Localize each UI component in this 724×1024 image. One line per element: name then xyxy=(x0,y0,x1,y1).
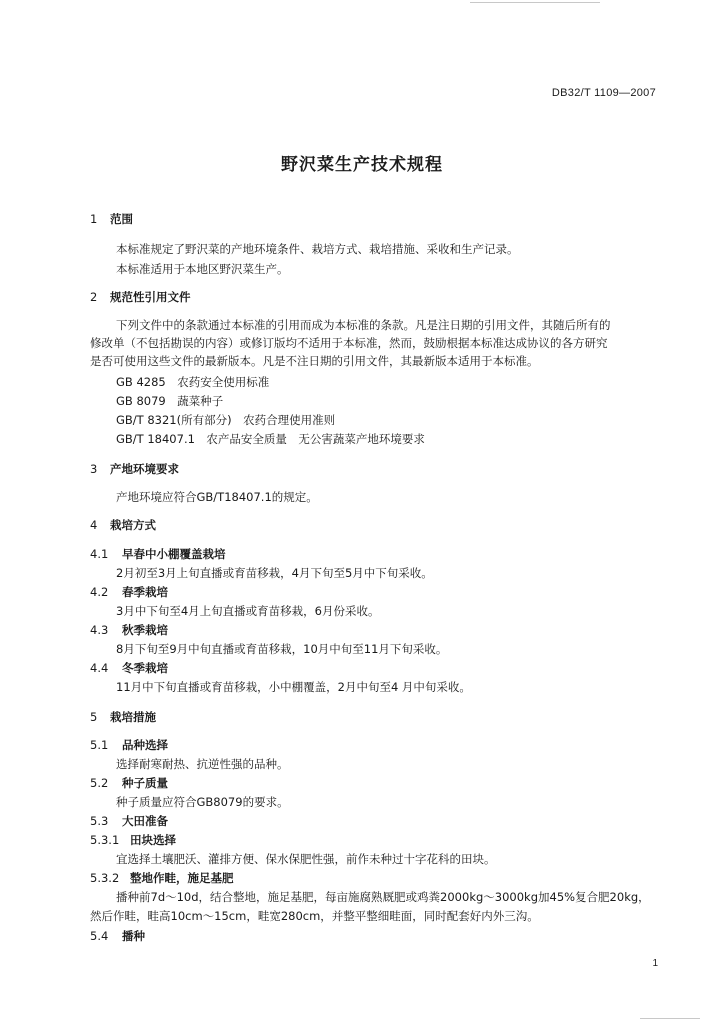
subsection-number: 4.2 xyxy=(90,585,109,599)
document-title: 野沢菜生产技术规程 xyxy=(281,155,443,175)
subsection-5-2-heading xyxy=(90,776,168,790)
section-3-paragraph: 产地环境应符合GB/T18407.1的规定。 xyxy=(116,490,318,504)
subsection-5-2-text: 种子质量应符合GB8079的要求。 xyxy=(116,795,289,809)
section-number: 3 xyxy=(90,462,98,476)
subsection-title: 播种 xyxy=(122,929,145,943)
section-number: 5 xyxy=(90,710,98,724)
subsection-4-4-text: 11月中下旬直播或育苗移栽，小中棚覆盖，2月中旬至4 月中旬采收。 xyxy=(116,680,471,694)
subsection-5-3-2-heading xyxy=(90,871,234,885)
section-title: 范围 xyxy=(110,212,133,226)
section-title: 栽培措施 xyxy=(110,710,156,724)
section-title: 栽培方式 xyxy=(110,518,156,532)
reference-item: GB 8079 蔬菜种子 xyxy=(116,394,224,408)
subsection-5-3-2-text-line-2: 然后作畦，畦高10cm～15cm，畦宽280cm，并整平整细畦面，同时配套好内外三沟。 xyxy=(90,909,539,923)
scan-artifact-top xyxy=(470,2,600,3)
section-2-paragraph-line-1: 下列文件中的条款通过本标准的引用而成为本标准的条款。凡是注日期的引用文件，其随后所有的 xyxy=(116,318,611,332)
section-3-heading xyxy=(90,462,179,476)
section-1-paragraph-2: 本标准适用于本地区野沢菜生产。 xyxy=(116,262,289,276)
section-4-heading xyxy=(90,518,156,532)
subsection-5-1-text: 选择耐寒耐热、抗逆性强的品种。 xyxy=(116,757,289,771)
subsection-5-3-heading xyxy=(90,814,168,828)
section-title: 产地环境要求 xyxy=(110,462,179,476)
subsection-title: 春季栽培 xyxy=(122,585,168,599)
subsection-title: 冬季栽培 xyxy=(122,661,168,675)
subsection-number: 5.3 xyxy=(90,814,109,828)
subsection-title: 早春中小棚覆盖栽培 xyxy=(122,547,226,561)
section-2-heading xyxy=(90,290,191,304)
subsection-4-2-heading xyxy=(90,585,168,599)
subsection-number: 5.4 xyxy=(90,929,109,943)
subsection-title: 种子质量 xyxy=(122,776,168,790)
subsection-number: 5.3.2 xyxy=(90,871,120,885)
subsection-title: 品种选择 xyxy=(122,738,168,752)
subsection-number: 5.2 xyxy=(90,776,109,790)
subsection-number: 5.1 xyxy=(90,738,109,752)
section-1-heading xyxy=(90,212,133,226)
reference-item: GB 4285 农药安全使用标准 xyxy=(116,375,270,389)
subsection-5-3-1-text: 宜选择土壤肥沃、灌排方便、保水保肥性强，前作未种过十字花科的田块。 xyxy=(116,852,496,866)
section-2-paragraph-line-3: 是否可使用这些文件的最新版本。凡是不注日期的引用文件，其最新版本适用于本标准。 xyxy=(90,354,539,368)
subsection-title: 田块选择 xyxy=(130,833,176,847)
subsection-4-3-heading xyxy=(90,623,168,637)
subsection-4-1-text: 2月初至3月上旬直播或育苗移栽，4月下旬至5月中下旬采收。 xyxy=(116,566,433,580)
section-2-paragraph-line-2: 修改单（不包括勘误的内容）或修订版均不适用于本标准，然而，鼓励根据本标准达成协议的各方研究 xyxy=(90,336,608,350)
subsection-4-4-heading xyxy=(90,661,168,675)
subsection-5-3-1-heading xyxy=(90,833,176,847)
subsection-4-3-text: 8月下旬至9月中旬直播或育苗移栽，10月中旬至11月下旬采收。 xyxy=(116,642,448,656)
reference-item: GB/T 8321(所有部分) 农药合理使用准则 xyxy=(116,413,336,427)
section-5-heading xyxy=(90,710,156,724)
section-number: 4 xyxy=(90,518,98,532)
subsection-number: 4.1 xyxy=(90,547,109,561)
page-number: 1 xyxy=(652,958,658,969)
subsection-5-4-heading xyxy=(90,929,145,943)
subsection-5-3-2-text-line-1: 播种前7d～10d，结合整地，施足基肥，每亩施腐熟厩肥或鸡粪2000kg～3000kg加45%复合肥20kg， xyxy=(116,890,650,904)
subsection-number: 4.4 xyxy=(90,661,109,675)
section-number: 2 xyxy=(90,290,98,304)
standard-code: DB32/T 1109—2007 xyxy=(551,87,656,99)
subsection-title: 大田准备 xyxy=(122,814,168,828)
subsection-number: 4.3 xyxy=(90,623,109,637)
subsection-5-1-heading xyxy=(90,738,168,752)
scan-artifact-bottom xyxy=(640,1018,700,1019)
reference-item: GB/T 18407.1 农产品安全质量 无公害蔬菜产地环境要求 xyxy=(116,432,425,446)
subsection-title: 整地作畦，施足基肥 xyxy=(130,871,234,885)
subsection-title: 秋季栽培 xyxy=(122,623,168,637)
subsection-4-2-text: 3月中下旬至4月上旬直播或育苗移栽，6月份采收。 xyxy=(116,604,380,618)
section-number: 1 xyxy=(90,212,98,226)
section-title: 规范性引用文件 xyxy=(110,290,191,304)
section-1-paragraph-1: 本标准规定了野沢菜的产地环境条件、栽培方式、栽培措施、采收和生产记录。 xyxy=(116,242,519,256)
subsection-number: 5.3.1 xyxy=(90,833,120,847)
subsection-4-1-heading xyxy=(90,547,226,561)
